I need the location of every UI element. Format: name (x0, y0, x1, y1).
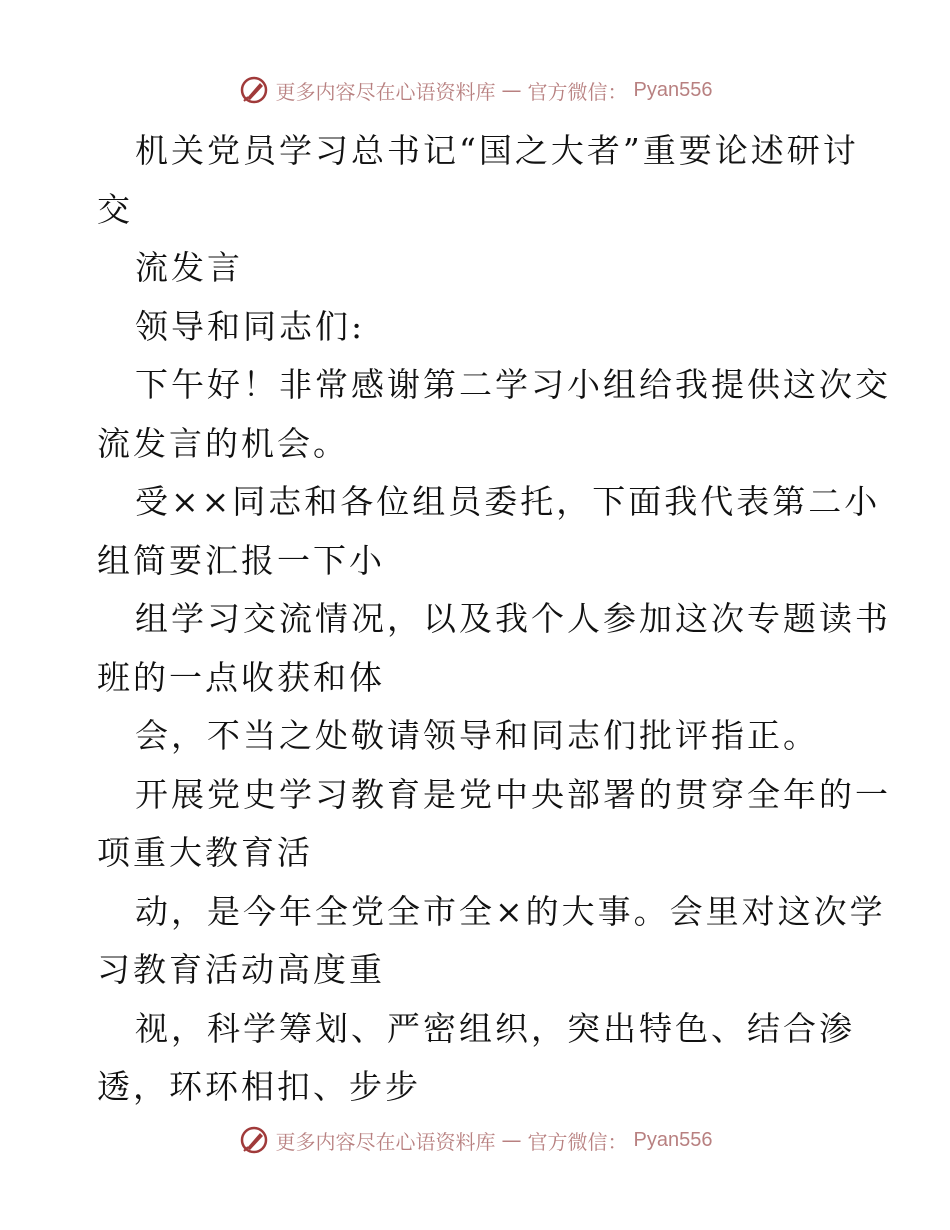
watermark-account-id: Pyan556 (633, 1128, 713, 1151)
doc-line: 班的一点收获和体 (97, 657, 385, 697)
doc-line: 习教育活动高度重 (97, 950, 385, 989)
doc-line: 透，环环相扣、步步 (97, 1067, 421, 1106)
quill-logo-icon (238, 74, 270, 106)
document-body (97, 122, 891, 1117)
doc-line: 流发言的机会。 (97, 423, 349, 463)
doc-line: 动，是今年全党全市全×的大事。会里对这次学 (135, 891, 886, 931)
watermark-dash: — (501, 78, 522, 102)
doc-line: 会，不当之处敬请领导和同志们批评指正。 (135, 716, 819, 755)
doc-line: 组学习交流情况，以及我个人参加这次专题读书 (135, 599, 891, 638)
watermark-account-id: Pyan556 (633, 78, 713, 101)
doc-line: 流发言 (135, 248, 243, 287)
doc-line: 视，科学筹划、严密组织，突出特色、结合渗 (135, 1008, 855, 1048)
watermark-slogan: 更多内容尽在心语资料库 (275, 1129, 496, 1154)
doc-line: 领导和同志们: (135, 306, 366, 346)
doc-line: 机关党员学习总书记“国之大者”重要论述研讨 (135, 131, 859, 170)
footer-watermark (0, 1120, 950, 1160)
doc-line: 开展党史学习教育是党中央部署的贯穿全年的一 (135, 774, 891, 814)
watermark-dash: — (501, 1128, 522, 1152)
doc-line: 组简要汇报一下小 (97, 540, 385, 580)
doc-line: 下午好！非常感谢第二学习小组给我提供这次交 (135, 365, 891, 404)
header-watermark (0, 70, 950, 110)
watermark-account-label: 官方微信： (527, 1129, 628, 1154)
doc-line: 交 (97, 189, 133, 229)
doc-line: 受××同志和各位组员委托，下面我代表第二小 (135, 482, 881, 521)
watermark-slogan: 更多内容尽在心语资料库 (275, 79, 496, 104)
quill-logo-icon (238, 1124, 270, 1156)
doc-line: 项重大教育活 (97, 833, 313, 872)
watermark-account-label: 官方微信： (527, 79, 628, 104)
